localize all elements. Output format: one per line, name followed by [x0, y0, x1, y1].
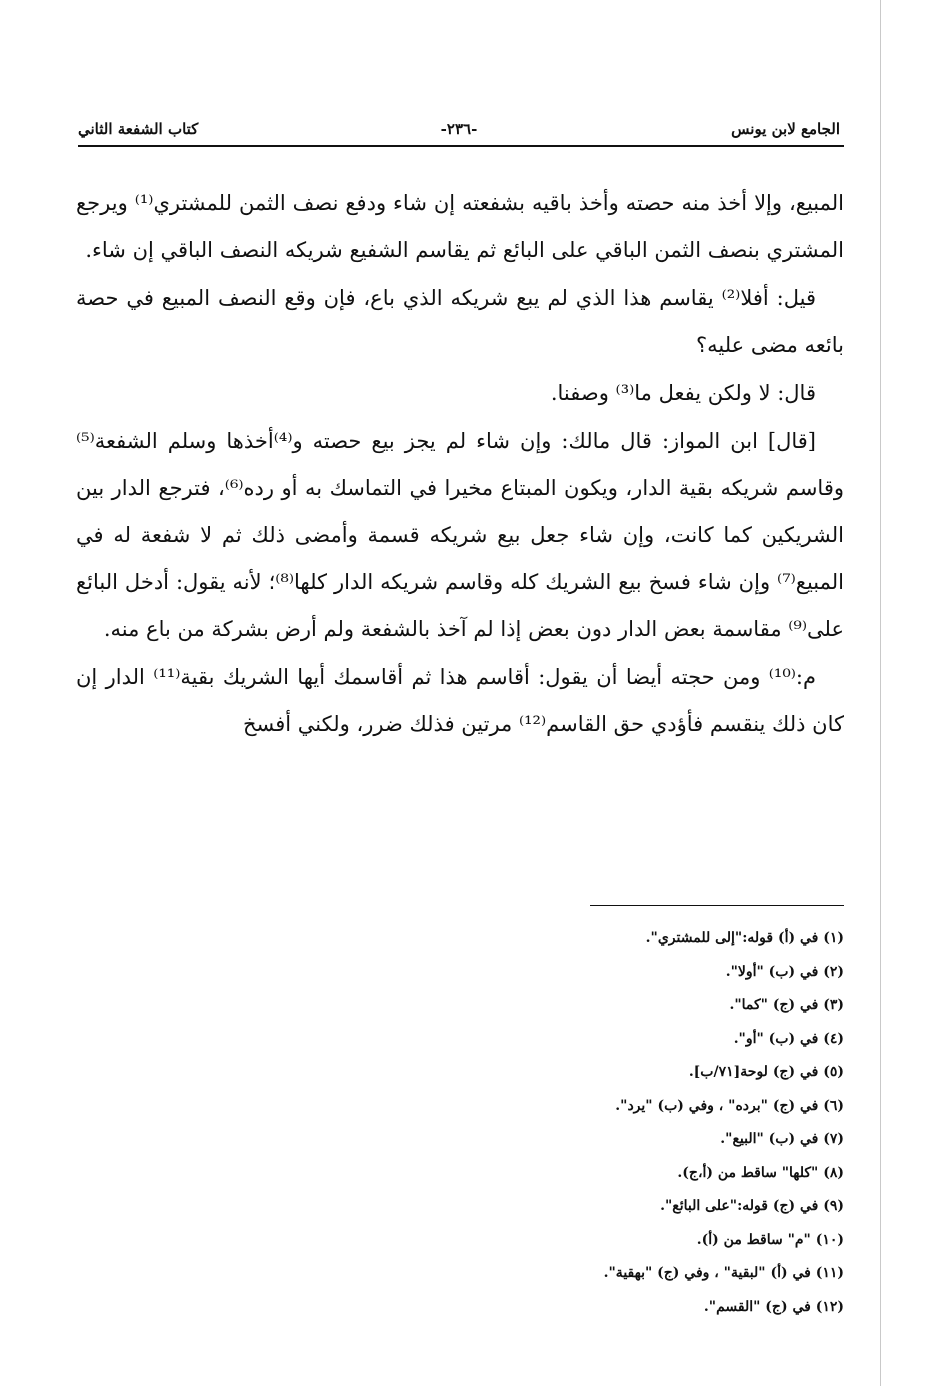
- footnote: (١٢) في (ج) "القسم".: [703, 1298, 844, 1315]
- running-header: [78, 112, 840, 142]
- footnote: (٤) في (ب) "أو".: [733, 1030, 844, 1047]
- footnote: (٨) "كلها" ساقط من (أ،ج).: [677, 1164, 844, 1181]
- header-book-title: الجامع لابن يونس: [731, 120, 840, 138]
- paragraph-2: قيل: أفلا⁽²⁾ يقاسم هذا الذي لم يبع شريكه الذي باع، فإن وقع النصف المبيع في حصة بائعه مضى عليه؟: [76, 286, 844, 357]
- footnotes: [440, 922, 844, 1324]
- footnote: (٦) في (ج) "برده" ، وفي (ب) "يرد".: [615, 1097, 844, 1114]
- main-text: [76, 180, 844, 749]
- paragraph-3: قال: لا ولكن يفعل ما⁽³⁾ وصفنا.: [550, 381, 816, 405]
- footnote: (٢) في (ب) "أولا".: [725, 963, 844, 980]
- footnote: (١٠) "م" ساقط من (أ).: [696, 1231, 844, 1248]
- page-number: -٢٣٦-: [440, 120, 478, 138]
- paragraph-4: [قال] ابن المواز: قال مالك: وإن شاء لم يجز بيع حصته و⁽⁴⁾أخذها وسلم الشفعة⁽⁵⁾ وقاسم شريكه بقية الدار، ويكون المبتاع مخيرا في التماسك به أو رده⁽⁶⁾، فترجع الدار بين الشريكين كما كانت، وإن شاء جعل بيع شريكه قسمة وأمضى ذلك ثم لا شفعة له في المبيع⁽⁷⁾ وإن شاء فسخ بيع الشريك كله وقاسم شريكه الدار كلها⁽⁸⁾؛ لأنه يقول: أدخل البائع على⁽⁹⁾ مقاسمة بعض الدار دون بعض إذا لم آخذ بالشفعة ولم أرض بشركة من باع منه.: [76, 429, 845, 641]
- footnote-separator: [590, 905, 844, 906]
- footnote: (١١) في (أ) "لبقية" ، وفي (ج) "بهقية".: [603, 1265, 844, 1281]
- paragraph-5: م:⁽¹⁰⁾ ومن حجته أيضا أن يقول: أقاسم هذا ثم أقاسمك أيها الشريك بقية⁽¹¹⁾ الدار إن كان ذلك ينقسم فأؤدي حق القاسم⁽¹²⁾ مرتين فذلك ضرر، ولكني أفسخ: [76, 665, 844, 736]
- footnote: (١) في (أ) قوله:"إلى للمشتري".: [645, 930, 844, 946]
- footnote: (٧) في (ب) "البيع".: [720, 1131, 844, 1147]
- footnote: (٩) في (ج) قوله:"على البائع".: [660, 1198, 844, 1214]
- footnote: (٣) في (ج) "كما".: [729, 997, 844, 1013]
- header-chapter-title: كتاب الشفعة الثاني: [78, 120, 199, 138]
- paragraph-1: المبيع، وإلا أخذ منه حصته وأخذ باقيه بشفعته إن شاء ودفع نصف الثمن للمشتري⁽¹⁾ ويرجع المشتري بنصف الثمن الباقي على البائع ثم يقاسم الشفيع شريكه النصف الباقي إن شاء.: [76, 191, 844, 262]
- footnote: (٥) في (ج) لوحة[٧١/ب].: [688, 1064, 844, 1080]
- header-rule: [78, 145, 844, 147]
